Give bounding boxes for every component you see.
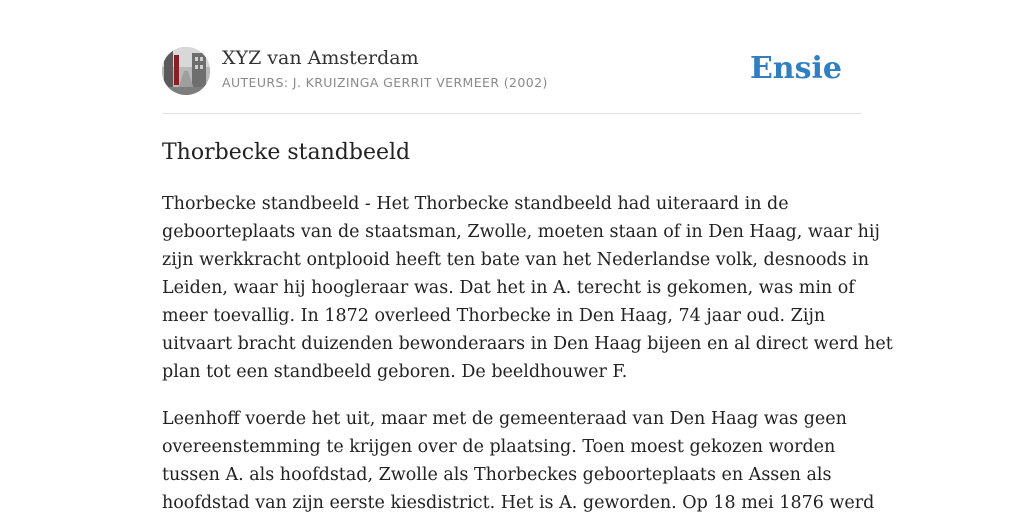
source-title[interactable]: XYZ van Amsterdam — [222, 47, 419, 69]
text-line: overeenstemming te krijgen over de plaatsing. Toen moest gekozen worden — [162, 437, 836, 457]
paragraph — [162, 190, 893, 386]
text-line: Leenhoff voerde het uit, maar met de gemeenteraad van Den Haag was geen — [162, 409, 847, 429]
text-line: Leiden, waar hij hoogleraar was. Dat het in A. terecht is gekomen, was min of — [162, 278, 855, 298]
article-card — [162, 0, 893, 512]
article-body — [162, 190, 893, 512]
article-header — [162, 0, 862, 114]
article-title: Thorbecke standbeeld — [162, 140, 411, 165]
text-line: hoofdstad van zijn eerste kiesdistrict. Het is A. geworden. Op 18 mei 1876 werd — [162, 493, 875, 512]
ensie-logo[interactable]: Ensie — [749, 51, 842, 86]
text-line: geboorteplaats van de staatsman, Zwolle, moeten staan of in Den Haag, waar hij — [162, 222, 880, 242]
text-line: Thorbecke standbeeld - Het Thorbecke standbeeld had uiteraard in de — [162, 194, 789, 214]
street-photo-icon — [162, 47, 210, 95]
authors-line: AUTEURS: J. KRUIZINGA GERRIT VERMEER (2002) — [222, 75, 548, 90]
source-avatar[interactable] — [162, 47, 210, 95]
text-line: tussen A. als hoofdstad, Zwolle als Thorbeckes geboorteplaats en Assen als — [162, 465, 832, 485]
text-line: plan tot een standbeeld geboren. De beeldhouwer F. — [162, 362, 628, 382]
text-line: zijn werkkracht ontplooid heeft ten bate van het Nederlandse volk, desnoods in — [162, 250, 870, 270]
text-line: meer toevallig. In 1872 overleed Thorbecke in Den Haag, 74 jaar oud. Zijn — [162, 306, 826, 326]
text-line: uitvaart bracht duizenden bewonderaars in Den Haag bijeen en al direct werd het — [162, 334, 893, 354]
paragraph — [162, 405, 875, 512]
